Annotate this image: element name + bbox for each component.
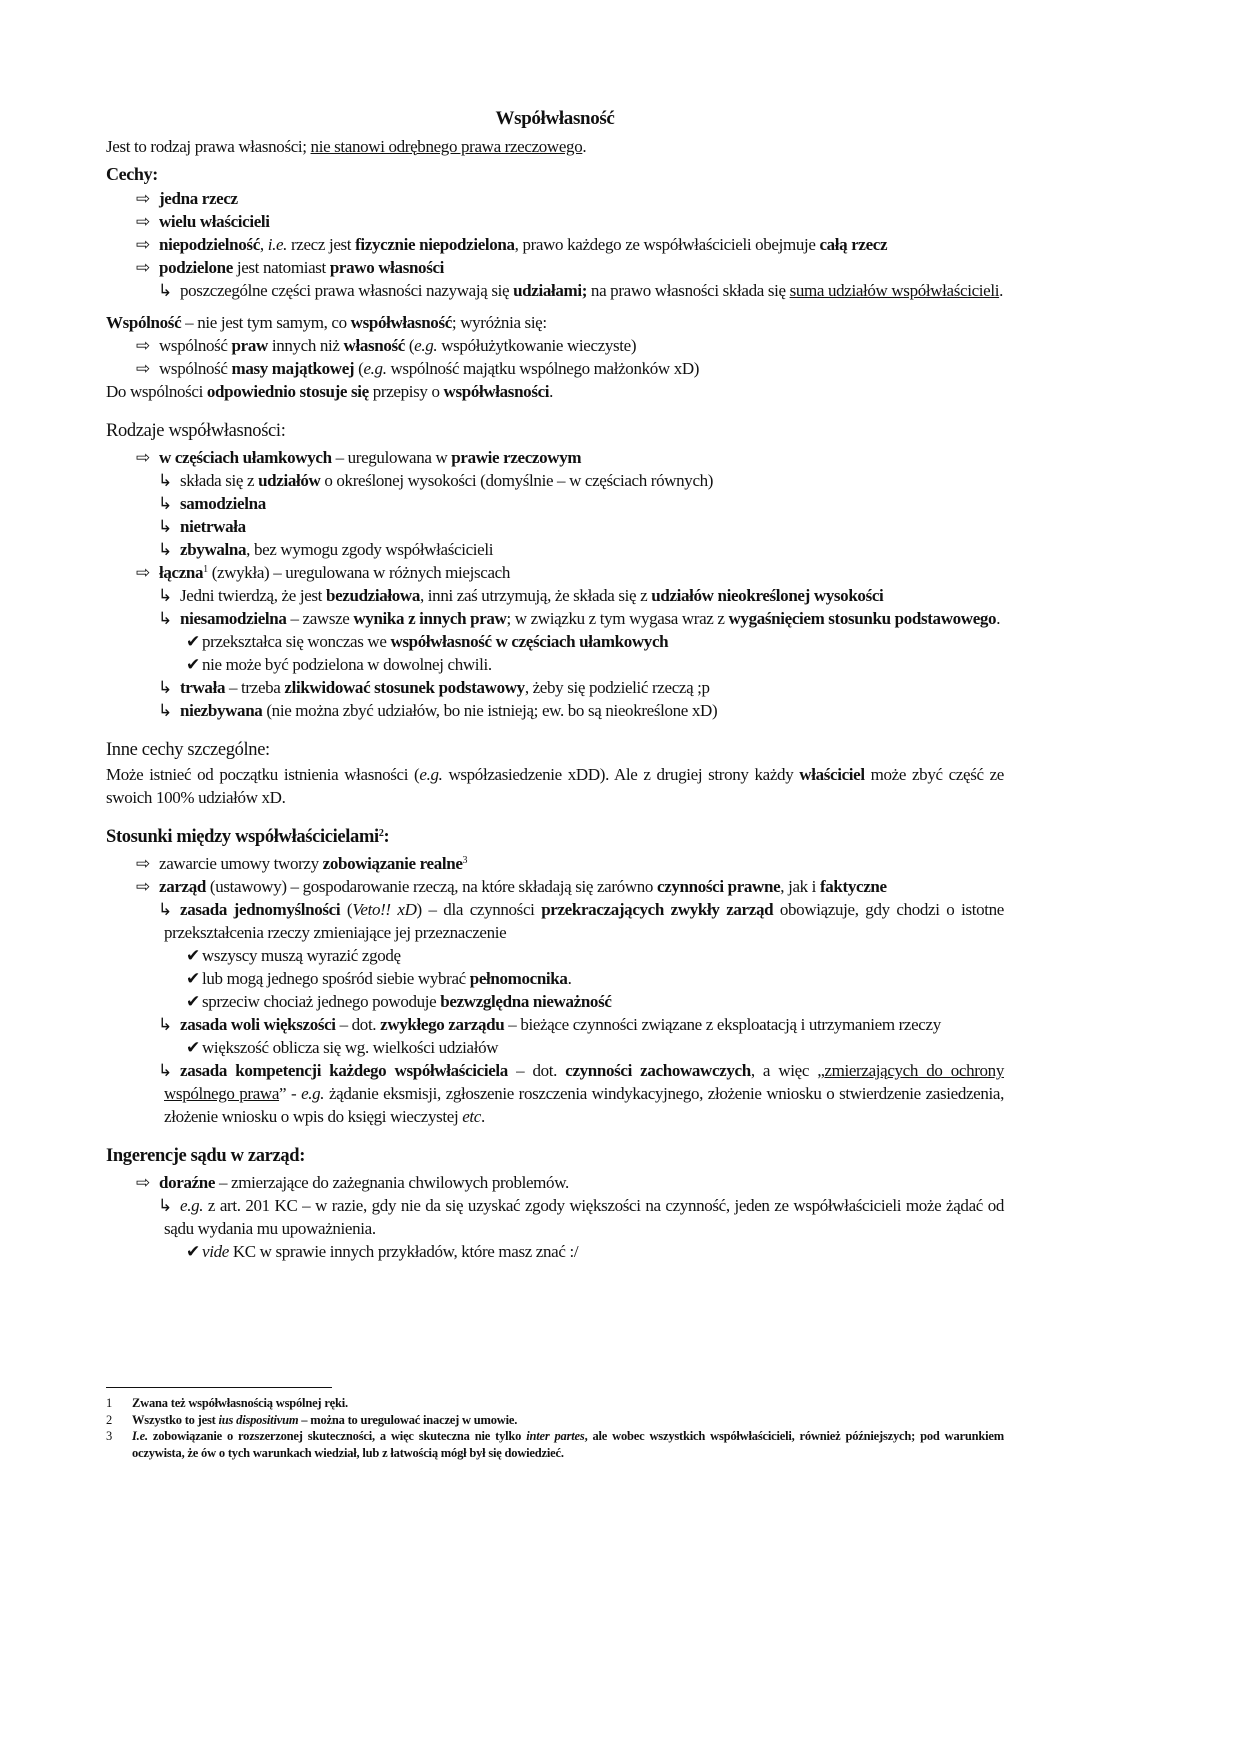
item-text <box>202 969 571 988</box>
text-run: fizycznie niepodzielona <box>355 235 515 254</box>
text-run: obowiązuje, gdy chodzi o istotne przekształcenia rzeczy zmieniające jej przeznaczenie <box>164 900 1004 942</box>
arrow-right-icon: ⇨ <box>136 448 150 467</box>
text-run: suma udziałów współwłaścicieli <box>789 281 1000 300</box>
footnote-number: 3 <box>106 1429 113 1443</box>
check-icon: ✔ <box>186 992 200 1011</box>
list-item <box>106 492 1004 515</box>
text-run: z art. 201 KC – w razie, gdy nie da się uzyskać zgody większości na czynność, jeden ze współwłaścicieli może żądać od sądu wydania mu upoważnienia. <box>164 1196 1004 1238</box>
item-text <box>164 1196 1004 1238</box>
arrow-right-icon: ⇨ <box>136 189 150 208</box>
list-item <box>106 875 1004 898</box>
item-text <box>180 1015 941 1034</box>
text-run: inter partes <box>526 1429 585 1443</box>
text-run: . <box>996 609 1001 628</box>
list-item <box>106 967 1004 990</box>
text-run: praw <box>231 336 268 355</box>
text-run: (nie można zbyć udziałów, bo nie istnieją; ew. bo są nieokreślone xD) <box>262 701 718 720</box>
text-run: o określonej wysokości (domyślnie – w częściach równych) <box>320 471 714 490</box>
check-icon: ✔ <box>186 969 200 988</box>
list-item <box>106 334 1004 357</box>
text-run: udziałów <box>258 471 321 490</box>
hook-arrow-icon: ↳ <box>158 281 172 300</box>
text-run: Wszystko to jest <box>132 1412 219 1427</box>
text-run: lub mogą jednego spośród siebie wybrać <box>202 969 470 988</box>
text-run: ; wyróżnia się: <box>451 313 547 332</box>
text-run: ( <box>404 336 415 355</box>
text-run: nie stanowi odrębnego prawa rzeczowego <box>310 137 583 156</box>
text-run: zasada woli większości <box>180 1015 336 1034</box>
text-run: Do wspólności <box>106 382 207 401</box>
text-run: niesamodzielna <box>180 609 287 628</box>
footnote <box>106 1395 1004 1412</box>
text-run: Może istnieć od początku istnienia własności ( <box>106 765 420 784</box>
text-run: jedna rzecz <box>159 189 238 208</box>
text-run: Stosunki między współwłaścicielami <box>106 827 379 847</box>
list-item <box>106 561 1004 584</box>
footnote-ref: 3 <box>462 855 468 866</box>
text-run: – dot. <box>507 1061 566 1080</box>
text-run: nie może być podzielona w dowolnej chwili. <box>202 655 492 674</box>
text-run: – zawsze <box>286 609 354 628</box>
list-item <box>106 1059 1004 1128</box>
item-text <box>180 494 266 513</box>
list-item <box>106 210 1004 233</box>
page-title <box>106 107 1004 130</box>
list-item <box>106 1036 1004 1059</box>
list-item <box>106 187 1004 210</box>
text-run: wielu właścicieli <box>159 212 270 231</box>
text-run: zawarcie umowy tworzy <box>159 854 323 873</box>
text-run: trwała <box>180 678 226 697</box>
text-run: przekształca się wonczas we <box>202 632 391 651</box>
text-run: , a więc „ <box>750 1061 825 1080</box>
text-run: żądanie eksmisji, zgłoszenie roszczenia windykacyjnego, złożenie wniosku o stwierdzenie zasiedzenia, złożenie wniosku o wpis do księgi wieczystej <box>164 1084 1004 1126</box>
paragraph <box>106 380 1004 403</box>
arrow-right-icon: ⇨ <box>136 336 150 355</box>
text-run: łączna <box>159 563 204 582</box>
text-run: całą rzecz <box>819 235 888 254</box>
item-text <box>159 235 887 254</box>
list-item <box>106 1240 1004 1263</box>
hook-arrow-icon: ↳ <box>158 540 172 559</box>
text-run: . <box>480 1107 485 1126</box>
list-item <box>106 898 1004 944</box>
text-run: , inni zaś utrzymują, że składa się z <box>420 586 652 605</box>
text-run: współwłasności <box>443 382 550 401</box>
text-run: pełnomocnika <box>469 969 568 988</box>
item-text <box>496 108 615 129</box>
text-run: faktyczne <box>819 877 887 896</box>
item-text <box>106 827 389 847</box>
text-run: wspólność majątku wspólnego małżonków xD) <box>386 359 700 378</box>
text-run: e.g. <box>419 765 443 784</box>
text-run: ) – dla czynności <box>416 900 542 919</box>
section-heading <box>106 161 1004 187</box>
text-run: samodzielna <box>180 494 266 513</box>
footnote-number: 2 <box>106 1412 113 1427</box>
footnote-number: 1 <box>106 1396 113 1410</box>
footnote-separator <box>106 1387 332 1388</box>
text-run: prawo własności <box>329 258 445 277</box>
text-run: sprzeciw chociaż jednego powoduje <box>202 992 441 1011</box>
check-icon: ✔ <box>186 655 200 674</box>
hook-arrow-icon: ↳ <box>158 678 172 697</box>
text-run: zasada kompetencji każdego współwłaściciela <box>180 1061 508 1080</box>
arrow-right-icon: ⇨ <box>136 258 150 277</box>
hook-arrow-icon: ↳ <box>158 586 172 605</box>
text-run: (zwykła) – uregulowana w różnych miejscach <box>207 563 510 582</box>
item-text <box>106 740 270 760</box>
hook-arrow-icon: ↳ <box>158 900 172 919</box>
list-item <box>106 676 1004 699</box>
text-run: wygaśnięciem stosunku podstawowego <box>728 609 997 628</box>
text-run: . <box>582 137 587 156</box>
text-run: zobowiązanie o rozszerzonej skuteczności, a więc skuteczna nie tylko <box>147 1429 527 1443</box>
text-run: , <box>259 235 268 254</box>
item-text <box>106 164 158 184</box>
section-heading <box>106 824 1004 850</box>
item-text <box>164 900 1004 942</box>
arrow-right-icon: ⇨ <box>136 854 150 873</box>
paragraph <box>106 311 1004 334</box>
item-text <box>180 517 246 536</box>
hook-arrow-icon: ↳ <box>158 609 172 628</box>
text-run: własność <box>343 336 405 355</box>
text-run: ( <box>354 359 364 378</box>
text-run: – zmierzające do zażegnania chwilowych problemów. <box>215 1173 569 1192</box>
text-run: czynności prawne <box>656 877 781 896</box>
check-icon: ✔ <box>186 632 200 651</box>
section-heading <box>106 418 1004 444</box>
text-run: – dot. <box>335 1015 381 1034</box>
text-run: bezudziałowa <box>325 586 420 605</box>
text-run: Jedni twierdzą, że jest <box>180 586 326 605</box>
text-run: Veto!! xD <box>352 900 417 919</box>
arrow-right-icon: ⇨ <box>136 212 150 231</box>
list-item <box>106 469 1004 492</box>
text-run: Jest to rodzaj prawa własności; <box>106 137 311 156</box>
item-text <box>106 1146 305 1166</box>
item-text <box>106 382 553 401</box>
item-text <box>159 877 887 896</box>
footnote-ref: 1 <box>203 564 208 575</box>
item-text <box>180 281 1003 300</box>
arrow-right-icon: ⇨ <box>136 563 150 582</box>
text-run: , żeby się podzielić rzeczą ;p <box>524 678 710 697</box>
text-run: współwłasność <box>350 313 452 332</box>
list-item <box>106 256 1004 279</box>
text-run: odpowiednio stosuje się <box>206 382 369 401</box>
hook-arrow-icon: ↳ <box>158 1196 172 1215</box>
list-item <box>106 990 1004 1013</box>
text-run: etc <box>462 1107 481 1126</box>
list-item <box>106 279 1004 302</box>
paragraph <box>106 135 1004 158</box>
hook-arrow-icon: ↳ <box>158 517 172 536</box>
paragraph <box>106 763 1004 809</box>
text-run: poszczególne części prawa własności nazywają się <box>180 281 514 300</box>
item-text <box>180 471 713 490</box>
list-item <box>106 1013 1004 1036</box>
list-item <box>106 584 1004 607</box>
text-run: może zbyć część ze swoich 100% udziałów xD. <box>106 765 1004 807</box>
list-item <box>106 630 1004 653</box>
text-run: współzasiedzenie xDD). Ale z drugiej strony każdy <box>442 765 800 784</box>
text-run: e.g. <box>414 336 438 355</box>
list-item <box>106 1194 1004 1240</box>
item-text <box>106 313 547 332</box>
text-run: Ingerencje sądu w zarząd: <box>106 1146 306 1166</box>
text-run: masy majątkowej <box>231 359 355 378</box>
list-item <box>106 944 1004 967</box>
list-item <box>106 653 1004 676</box>
text-run: : <box>383 827 390 847</box>
hook-arrow-icon: ↳ <box>158 471 172 490</box>
footnote <box>106 1412 1004 1429</box>
text-run: zobowiązanie realne <box>322 854 463 873</box>
item-text <box>159 212 270 231</box>
list-item <box>106 538 1004 561</box>
list-item <box>106 852 1004 875</box>
text-run: niepodzielność <box>159 235 260 254</box>
text-run: I.e. <box>132 1429 148 1443</box>
text-run: zasada jednomyślności <box>180 900 341 919</box>
text-run: Wspólność <box>106 313 182 332</box>
item-text <box>202 1242 578 1261</box>
text-run: – uregulowana w <box>331 448 452 467</box>
arrow-right-icon: ⇨ <box>136 235 150 254</box>
item-text <box>202 655 492 674</box>
text-run: na prawo własności składa się <box>587 281 790 300</box>
list-item <box>106 446 1004 469</box>
item-text <box>202 946 401 965</box>
item-text <box>202 1038 498 1057</box>
item-text <box>106 765 1004 807</box>
hook-arrow-icon: ↳ <box>158 701 172 720</box>
item-text <box>180 586 883 605</box>
text-run: przepisy o <box>368 382 444 401</box>
text-run: ” - <box>279 1084 302 1103</box>
list-item <box>106 357 1004 380</box>
text-run: ; w związku z tym wygasa wraz z <box>506 609 729 628</box>
text-run: Inne cechy szczególne: <box>106 740 270 760</box>
section-heading <box>106 1143 1004 1169</box>
check-icon: ✔ <box>186 1242 200 1261</box>
text-run: czynności zachowawczych <box>565 1061 751 1080</box>
footnotes <box>106 1395 1004 1461</box>
item-text <box>159 336 636 355</box>
item-text <box>106 137 586 156</box>
text-run: zmierzających do ochrony wspólnego prawa <box>164 1061 1004 1103</box>
text-run: , ale wobec wszystkich współwłaścicieli, również późniejszych; pod warunkiem oczywista, że ów o tych warunkach wiedział, lub z łatwością mógł był się dowiedzieć. <box>132 1429 1004 1460</box>
item-text <box>159 189 238 208</box>
text-run: w częściach ułamkowych <box>159 448 332 467</box>
text-run: – nie jest tym samym, co <box>181 313 351 332</box>
item-text <box>106 421 286 441</box>
item-text <box>180 678 710 697</box>
text-run: e.g. <box>301 1084 325 1103</box>
text-run: Rodzaje współwłasności: <box>106 421 286 441</box>
text-run: i.e. <box>267 235 288 254</box>
check-icon: ✔ <box>186 946 200 965</box>
text-run: , bez wymogu zgody współwłaścicieli <box>246 540 494 559</box>
text-run: zbywalna <box>180 540 247 559</box>
item-text <box>159 1173 569 1192</box>
text-run: wspólność <box>159 359 232 378</box>
text-run: właściciel <box>799 765 865 784</box>
list-item <box>106 233 1004 256</box>
text-run: KC w sprawie innych przykładów, które masz znać :/ <box>228 1242 579 1261</box>
text-run: bezwzględna nieważność <box>440 992 612 1011</box>
text-run: niezbywana <box>180 701 263 720</box>
arrow-right-icon: ⇨ <box>136 359 150 378</box>
text-run: prawie rzeczowym <box>451 448 582 467</box>
text-run: Cechy: <box>106 164 158 184</box>
text-run: składa się z <box>180 471 259 490</box>
item-text <box>180 540 493 559</box>
text-run: innych niż <box>267 336 344 355</box>
text-run: udziałami; <box>513 281 588 300</box>
check-icon: ✔ <box>186 1038 200 1057</box>
hook-arrow-icon: ↳ <box>158 494 172 513</box>
text-run: vide <box>202 1242 229 1261</box>
text-run: – trzeba <box>225 678 285 697</box>
text-run: zlikwidować stosunek podstawowy <box>284 678 525 697</box>
text-run: zwykłego zarządu <box>380 1015 505 1034</box>
text-run: , jak i <box>780 877 820 896</box>
list-item <box>106 1171 1004 1194</box>
text-run: zarząd <box>159 877 206 896</box>
item-text <box>159 258 444 277</box>
text-run: (ustawowy) – gospodarowanie rzeczą, na które składają się zarówno <box>206 877 657 896</box>
text-run: udziałów nieokreślonej wysokości <box>651 586 884 605</box>
text-run: współwłasność w częściach ułamkowych <box>390 632 669 651</box>
list-item <box>106 699 1004 722</box>
item-text <box>180 609 1000 628</box>
item-text <box>180 701 717 720</box>
text-run: wszyscy muszą wyrazić zgodę <box>202 946 401 965</box>
text-run: . <box>549 382 554 401</box>
item-text <box>159 854 467 873</box>
footnote-ref: 2 <box>378 828 384 839</box>
text-run: wynika z innych praw <box>353 609 507 628</box>
text-run: – bieżące czynności związane z eksploatacją i utrzymaniem rzeczy <box>504 1015 941 1034</box>
text-run: , prawo każdego ze współwłaścicieli obejmuje <box>514 235 820 254</box>
item-text <box>202 992 612 1011</box>
text-run: e.g. <box>180 1196 204 1215</box>
arrow-right-icon: ⇨ <box>136 877 150 896</box>
text-run: ius dispositivum <box>218 1412 299 1427</box>
text-run: doraźne <box>159 1173 216 1192</box>
text-run: przekraczających zwykły zarząd <box>541 900 774 919</box>
text-run: rzecz jest <box>287 235 356 254</box>
document-body <box>106 107 1004 1263</box>
hook-arrow-icon: ↳ <box>158 1061 172 1080</box>
text-run: większość oblicza się wg. wielkości udziałów <box>202 1038 499 1057</box>
item-text <box>202 632 668 651</box>
list-item <box>106 607 1004 630</box>
text-run: Współwłasność <box>495 108 615 129</box>
text-run: – można to uregulować inaczej w umowie. <box>298 1412 518 1427</box>
list-item <box>106 515 1004 538</box>
text-run: Zwana też współwłasnością wspólnej ręki. <box>132 1396 348 1410</box>
text-run: e.g. <box>363 359 387 378</box>
section-heading <box>106 737 1004 763</box>
footnote <box>106 1428 1004 1461</box>
text-run: ( <box>340 900 353 919</box>
text-run: podzielone <box>159 258 233 277</box>
item-text <box>164 1061 1004 1126</box>
hook-arrow-icon: ↳ <box>158 1015 172 1034</box>
text-run: jest natomiast <box>232 258 330 277</box>
item-text <box>159 448 581 467</box>
arrow-right-icon: ⇨ <box>136 1173 150 1192</box>
text-run: . <box>999 281 1003 300</box>
item-text <box>159 359 699 378</box>
text-run: wspólność <box>159 336 232 355</box>
text-run: współużytkowanie wieczyste) <box>437 336 637 355</box>
item-text <box>159 563 510 582</box>
text-run: . <box>567 969 572 988</box>
text-run: nietrwała <box>180 517 246 536</box>
